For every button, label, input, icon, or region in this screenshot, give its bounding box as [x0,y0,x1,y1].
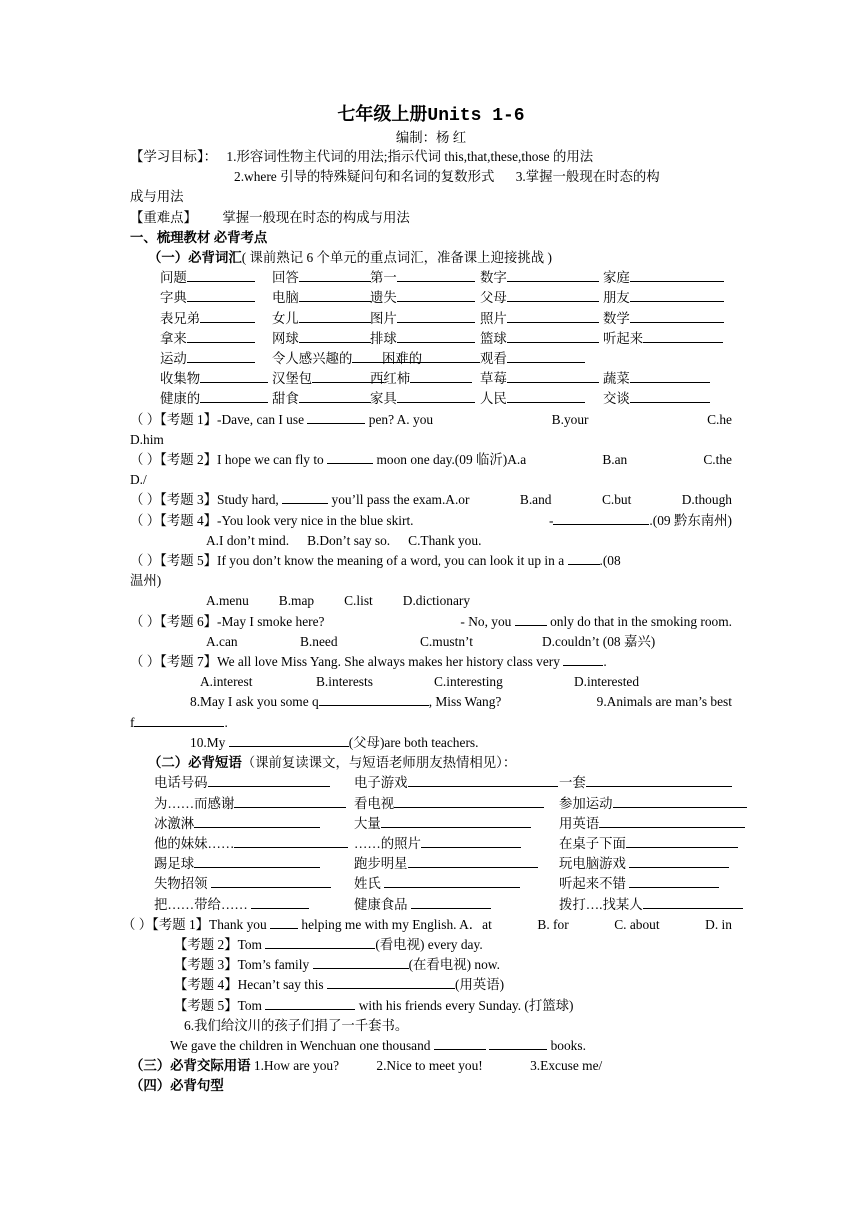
phrase-cell: 冰激淋 [154,814,354,834]
question-row: （ ）【考题 2】I hope we can fly to moon one day.(09 临沂)A.a B.an C.the [130,452,732,468]
vocab-cell: 字典 [160,288,272,308]
vocab-cell: 听起来 [603,329,733,349]
phrases-heading: （二）必背短语 [148,755,242,771]
option-wrap: D./ [130,472,147,488]
vocab-cell: 收集物 [160,369,272,389]
vocab-cell: 篮球 [480,329,603,349]
answer-blank[interactable] [187,288,255,302]
answer-blank[interactable] [397,389,475,403]
answer-blank[interactable] [299,309,371,323]
answer-blank[interactable] [629,854,729,868]
answer-blank[interactable] [507,268,599,282]
vocab-cell: 甜食 [272,389,370,409]
vocab-cell: 困难的 [370,349,480,369]
answer-blank[interactable] [307,410,365,424]
title-units: Units 1-6 [427,106,525,126]
question-row: 【考题 5】Tom with his friends every Sunday. (打篮球) [174,997,574,1013]
answer-blank[interactable] [384,874,520,888]
question-row: （ ）【考题 3】Study hard, you’ll pass the exam.A.or B.and C.but D.though [130,492,732,508]
question-row: （ ）【考题 7】We all love Miss Yang. She always makes her history class very . [130,654,607,670]
answer-blank[interactable] [553,511,649,525]
answer-blank[interactable] [507,389,585,403]
answer-blank[interactable] [187,329,255,343]
answer-blank[interactable] [265,935,375,949]
section3-heading: （三）必背交际用语 [130,1058,251,1074]
vocab-cell: 表兄弟 [160,309,272,329]
answer-blank[interactable] [270,915,298,929]
goal-item-1: 1.形容词性物主代词的用法;指示代词 this,that,these,those 的用法 [226,149,594,164]
option-wrap: D.him [130,431,164,447]
answer-blank[interactable] [251,895,309,909]
answer-blank[interactable] [613,794,747,808]
vocab-cell: 蔬菜 [603,369,733,389]
vocab-cell: 数字 [480,268,603,288]
question-row: We gave the children in Wenchuan one thousand books. [170,1037,586,1053]
answer-blank[interactable] [134,713,224,727]
keypoint-label: 【重难点】 [130,209,197,225]
vocab-cell: 女儿 [272,309,370,329]
answer-blank[interactable] [234,834,348,848]
phrase-cell: 姓氏 [354,874,559,894]
phrases-note: （课前复读课文，与短语老师朋友热情相见）： [241,755,517,771]
phrase-cell: 参加运动 [559,794,749,814]
author-line: 编制：杨 红 [395,130,467,145]
answer-blank[interactable] [586,773,732,787]
phrase-item: 1.How are you? [253,1058,340,1074]
vocab-cell: 照片 [480,309,603,329]
options-row: A.can B.need C.mustn’t D.couldn’t (08 嘉兴) [206,633,656,649]
answer-blank[interactable] [229,733,349,747]
answer-blank[interactable] [563,652,603,666]
answer-blank[interactable] [630,389,710,403]
phrase-cell: 失物招领 [154,874,354,894]
answer-blank[interactable] [397,288,475,302]
answer-blank[interactable] [408,773,558,787]
vocab-cell: 拿来 [160,329,272,349]
phrase-cell: 把……带给…… [154,895,354,915]
vocab-cell: 电脑 [272,288,370,308]
answer-blank[interactable] [194,814,320,828]
answer-blank[interactable] [299,329,371,343]
phrases-grid [130,773,732,914]
document-page [122,100,732,1097]
phrase-cell: 大量 [354,814,559,834]
vocab-cell: 人民 [480,389,603,409]
phrase-cell: 一套 [559,773,749,793]
phrase-cell: 拨打….找某人 [559,895,749,915]
vocab-cell: 健康的 [160,389,272,409]
answer-blank[interactable] [299,288,371,302]
answer-blank[interactable] [397,329,475,343]
question-row: 8.May I ask you some q , Miss Wang? 9.Animals are man’s best [190,694,732,710]
question-row: （ ）【考题 1】-Dave, can I use pen? A. you B.your C.he [130,411,732,427]
vocab-cell: 朋友 [603,288,733,308]
learning-goals-line2 [130,167,732,187]
phrase-cell: 他的妹妹…… [154,834,354,854]
answer-blank[interactable] [630,268,724,282]
answer-blank[interactable] [327,450,373,464]
vocab-note: ( 课前熟记 6 个单元的重点词汇，准备课上迎接挑战 ) [241,250,552,266]
question-continued: f . [130,714,228,730]
options-row: A.menu B.map C.list D.dictionary [206,593,471,609]
answer-blank[interactable] [489,1036,547,1050]
answer-blank[interactable] [394,794,544,808]
option-wrap: 温州) [130,573,162,589]
phrase-cell: 看电视 [354,794,559,814]
options-row: A.I don’t mind. B.Don’t say so. C.Thank you. [206,532,482,548]
answer-blank[interactable] [397,268,475,282]
answer-blank[interactable] [187,268,255,282]
answer-blank[interactable] [200,389,268,403]
vocab-cell: 父母 [480,288,603,308]
phrase-item: 2.Nice to meet you! [376,1058,483,1074]
phrase-cell: 用英语 [559,814,749,834]
phrase-cell: 踢足球 [154,854,354,874]
question-row: 【考题 2】Tom (看电视) every day. [174,936,483,952]
answer-blank[interactable] [630,369,710,383]
question-row: （ ）【考题 4】-You look very nice in the blue skirt. - .(09 黔东南州) [130,512,732,528]
answer-blank[interactable] [397,309,475,323]
answer-blank[interactable] [422,349,480,363]
answer-blank[interactable] [282,490,328,504]
answer-blank[interactable] [200,309,255,323]
answer-blank[interactable] [200,369,268,383]
question-row: （ ）【考题 1】Thank you helping me with my English. A．at B. for C. about D. in [122,916,732,932]
answer-blank[interactable] [507,309,599,323]
section1-heading: 一、梳理教材 必背考点 [130,229,268,245]
question-row: 6.我们给汶川的孩子们捐了一千套书。 [184,1017,409,1033]
answer-blank[interactable] [411,895,491,909]
keypoint-text: 掌握一般现在时态的构成与用法 [222,209,410,225]
answer-blank[interactable] [626,834,738,848]
phrase-cell: 为……而感谢 [154,794,354,814]
vocab-cell: 回答 [272,268,370,288]
answer-blank[interactable] [408,854,538,868]
vocab-cell: 西红柿 [370,369,480,389]
vocab-cell: 网球 [272,329,370,349]
goal-item-3-continued: 成与用法 [130,189,184,205]
vocab-cell: 家具 [370,389,480,409]
answer-blank[interactable] [327,975,455,989]
vocab-cell: 交谈 [603,389,733,409]
question-row: （ ）【考题 5】If you don’t know the meaning of a word, you can look it up in a .(08 [130,553,621,569]
vocab-cell: 令人感兴趣的 [272,349,370,369]
section4-heading: （四）必背句型 [130,1078,224,1094]
answer-blank[interactable] [211,874,331,888]
vocab-cell: 遗失 [370,288,480,308]
vocab-cell: 数学 [603,309,733,329]
answer-blank[interactable] [234,794,346,808]
answer-blank[interactable] [381,814,531,828]
vocab-heading-line [130,248,732,268]
answer-blank[interactable] [630,288,724,302]
answer-blank[interactable] [319,692,429,706]
vocab-cell: 家庭 [603,268,733,288]
answer-blank[interactable] [194,854,320,868]
page-title [130,102,732,128]
answer-blank[interactable] [434,1036,486,1050]
answer-blank[interactable] [629,874,719,888]
vocab-cell: 问题 [160,268,272,288]
keypoint-line [130,208,732,228]
question-row: （ ）【考题 6】-May I smoke here? - No, you only do that in the smoking room. [130,613,732,629]
answer-blank[interactable] [410,369,472,383]
goal-item-2: 2.where 引导的特殊疑问句和名词的复数形式 [234,169,495,185]
learning-goals-line1 [130,147,732,167]
vocab-cell: 运动 [160,349,272,369]
answer-blank[interactable] [599,814,745,828]
phrase-item: 3.Excuse me/ [530,1058,603,1074]
vocab-cell: 排球 [370,329,480,349]
phrases-heading-line [130,753,732,773]
answer-blank[interactable] [507,369,599,383]
goals-label: 【学习目标】： [130,149,218,164]
phrase-cell: 健康食品 [354,895,559,915]
phrase-cell: ……的照片 [354,834,559,854]
vocab-cell: 草莓 [480,369,603,389]
vocab-grid [130,268,732,409]
answer-blank[interactable] [643,895,743,909]
answer-blank[interactable] [568,551,600,565]
answer-blank[interactable] [299,268,371,282]
answer-blank[interactable] [265,996,355,1010]
question-row: 【考题 4】Hecan’t say this (用英语) [174,977,505,993]
vocab-cell: 图片 [370,309,480,329]
answer-blank[interactable] [313,955,409,969]
options-row: A.interest B.interests C.interesting D.interested [200,674,640,690]
section3-line [130,1056,732,1076]
vocab-cell [603,349,733,369]
answer-blank[interactable] [299,389,371,403]
phrase-cell: 听起来不错 [559,874,749,894]
phrase-cell: 跑步明星 [354,854,559,874]
answer-blank[interactable] [421,834,521,848]
answer-blank[interactable] [643,329,723,343]
answer-blank[interactable] [630,309,724,323]
phrase-cell: 玩电脑游戏 [559,854,749,874]
phrase-cell: 电子游戏 [354,773,559,793]
answer-blank[interactable] [208,773,330,787]
question-row: 【考题 3】Tom’s family (在看电视) now. [174,957,500,973]
phrase-cell: 在桌子下面 [559,834,749,854]
goal-item-3: 3.掌握一般现在时态的构 [515,169,660,185]
vocab-cell: 观看 [480,349,603,369]
phrase-cell: 电话号码 [154,773,354,793]
vocab-heading: （一）必背词汇 [148,250,242,266]
answer-blank[interactable] [507,349,585,363]
answer-blank[interactable] [515,612,547,626]
title-chinese: 七年级上册 [337,104,428,124]
question-row: 10.My (父母)are both teachers. [190,734,479,750]
vocab-cell: 汉堡包 [272,369,370,389]
answer-blank[interactable] [507,288,599,302]
answer-blank[interactable] [187,349,255,363]
vocab-cell: 第一 [370,268,480,288]
answer-blank[interactable] [507,329,599,343]
